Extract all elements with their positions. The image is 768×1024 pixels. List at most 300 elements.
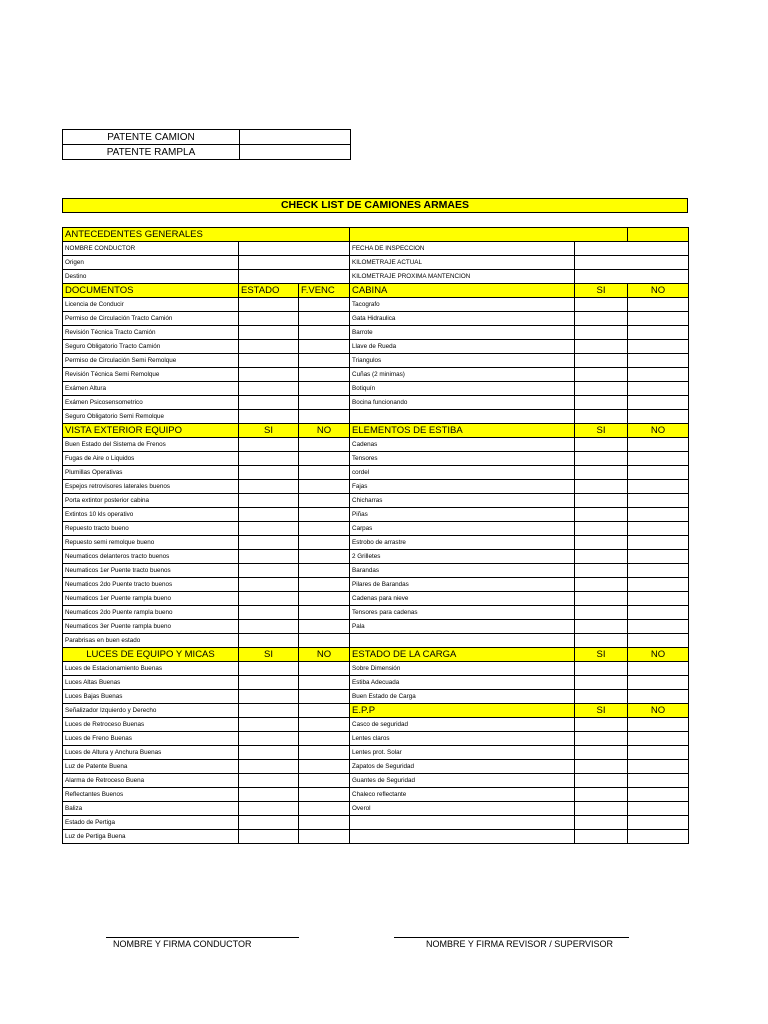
luces-row bbox=[63, 760, 689, 774]
cabina-item-label: Triangulos bbox=[350, 354, 575, 368]
epp-item-no[interactable] bbox=[628, 802, 689, 816]
epp-item-no[interactable] bbox=[628, 774, 689, 788]
estiba-item-si[interactable] bbox=[575, 466, 628, 480]
documento-label: Seguro Obligatorio Semi Remolque bbox=[63, 410, 239, 424]
epp-item-label: Lentes prot. Solar bbox=[350, 746, 575, 760]
exterior-item-label: Repuesto semi remolque bueno bbox=[63, 536, 239, 550]
exterior-item-label: Extintos 10 kls operativo bbox=[63, 508, 239, 522]
revisor-signature-label: NOMBRE Y FIRMA REVISOR / SUPERVISOR bbox=[426, 939, 614, 949]
estiba-item-no[interactable] bbox=[628, 578, 689, 592]
luces-item-si[interactable] bbox=[239, 732, 299, 746]
documento-label: Revisión Técnica Semi Remolque bbox=[63, 368, 239, 382]
estiba-item-si[interactable] bbox=[575, 564, 628, 578]
estiba-item-si[interactable] bbox=[575, 480, 628, 494]
exterior-item-no[interactable] bbox=[299, 452, 350, 466]
cabina-item-si[interactable] bbox=[575, 340, 628, 354]
luces-row bbox=[63, 816, 689, 830]
luces-no-header: NO bbox=[299, 648, 350, 662]
cabina-item-no[interactable] bbox=[628, 382, 689, 396]
exterior-row bbox=[63, 522, 689, 536]
cabina-item-no[interactable] bbox=[628, 340, 689, 354]
documento-label: Exámen Psicosensometrico bbox=[63, 396, 239, 410]
epp-item-si[interactable] bbox=[575, 802, 628, 816]
epp-item-no[interactable] bbox=[628, 718, 689, 732]
cabina-blank bbox=[575, 410, 628, 424]
documento-fvenc[interactable] bbox=[299, 368, 350, 382]
antecedentes-left-value[interactable] bbox=[239, 256, 350, 270]
documentos-row bbox=[63, 410, 689, 424]
estiba-item-no[interactable] bbox=[628, 494, 689, 508]
luces-item-si[interactable] bbox=[239, 788, 299, 802]
estiba-blank bbox=[628, 634, 689, 648]
carga-item-label: Estiba Adecuada bbox=[350, 676, 575, 690]
estiba-item-no[interactable] bbox=[628, 592, 689, 606]
epp-item-si[interactable] bbox=[575, 732, 628, 746]
exterior-row bbox=[63, 606, 689, 620]
antecedentes-right-value[interactable] bbox=[575, 242, 689, 256]
carga-header: ESTADO DE LA CARGA bbox=[350, 648, 575, 662]
estiba-blank bbox=[575, 634, 628, 648]
estiba-item-no[interactable] bbox=[628, 438, 689, 452]
documento-fvenc[interactable] bbox=[299, 410, 350, 424]
estiba-no-header: NO bbox=[628, 424, 689, 438]
documento-estado[interactable] bbox=[239, 410, 299, 424]
epp-item-no[interactable] bbox=[628, 746, 689, 760]
luces-item-label: Luces de Freno Buenas bbox=[63, 732, 239, 746]
exterior-item-si[interactable] bbox=[239, 452, 299, 466]
epp-item-no[interactable] bbox=[628, 760, 689, 774]
cabina-item-label: Botiquín bbox=[350, 382, 575, 396]
luces-item-label: Luces de Estacionamiento Buenas bbox=[63, 662, 239, 676]
luces-row bbox=[63, 802, 689, 816]
luces-item-label: Luz de Pertiga Buena bbox=[63, 830, 239, 844]
luces-item-si[interactable] bbox=[239, 774, 299, 788]
luces-row bbox=[63, 704, 689, 718]
estiba-item-si[interactable] bbox=[575, 508, 628, 522]
luces-item-label: Reflectantes Buenos bbox=[63, 788, 239, 802]
estiba-item-label: Carpas bbox=[350, 522, 575, 536]
estiba-item-no[interactable] bbox=[628, 508, 689, 522]
luces-row bbox=[63, 830, 689, 844]
epp-item-si[interactable] bbox=[575, 760, 628, 774]
exterior-row bbox=[63, 536, 689, 550]
epp-blank bbox=[575, 816, 628, 830]
documento-fvenc[interactable] bbox=[299, 312, 350, 326]
estiba-item-si[interactable] bbox=[575, 494, 628, 508]
epp-header: E.P.P bbox=[350, 704, 575, 718]
cabina-header: CABINA bbox=[350, 284, 575, 298]
antecedentes-left-value[interactable] bbox=[239, 270, 350, 284]
documento-label: Seguro Obligatorio Tracto Camión bbox=[63, 340, 239, 354]
luces-item-si[interactable] bbox=[239, 802, 299, 816]
antecedentes-left-label: NOMBRE CONDUCTOR bbox=[63, 242, 239, 256]
documento-label: Permiso de Circulación Semi Remolque bbox=[63, 354, 239, 368]
exterior-item-si[interactable] bbox=[239, 564, 299, 578]
cabina-item-no[interactable] bbox=[628, 298, 689, 312]
cabina-item-si[interactable] bbox=[575, 396, 628, 410]
cabina-item-no[interactable] bbox=[628, 396, 689, 410]
patente-camion-label: PATENTE CAMION bbox=[63, 130, 240, 145]
cabina-item-si[interactable] bbox=[575, 312, 628, 326]
patente-camion-row bbox=[63, 130, 351, 145]
exterior-item-si[interactable] bbox=[239, 494, 299, 508]
exterior-row bbox=[63, 438, 689, 452]
documentos-row bbox=[63, 368, 689, 382]
documento-fvenc[interactable] bbox=[299, 382, 350, 396]
estiba-item-no[interactable] bbox=[628, 522, 689, 536]
luces-item-label: Baliza bbox=[63, 802, 239, 816]
luces-item-no[interactable] bbox=[299, 662, 350, 676]
cabina-item-label: Cuñas (2 minimas) bbox=[350, 368, 575, 382]
exterior-item-label: Parabrisas en buen estado bbox=[63, 634, 239, 648]
cabina-item-label: Gata Hidraulica bbox=[350, 312, 575, 326]
estiba-item-label: Pilares de Barandas bbox=[350, 578, 575, 592]
exterior-no-header: NO bbox=[299, 424, 350, 438]
estiba-item-no[interactable] bbox=[628, 564, 689, 578]
exterior-item-si[interactable] bbox=[239, 550, 299, 564]
estiba-item-label: Chicharras bbox=[350, 494, 575, 508]
luces-item-si[interactable] bbox=[239, 760, 299, 774]
estiba-item-label: Tensores bbox=[350, 452, 575, 466]
epp-blank bbox=[628, 830, 689, 844]
cabina-item-no[interactable] bbox=[628, 354, 689, 368]
luces-row bbox=[63, 662, 689, 676]
exterior-item-no[interactable] bbox=[299, 550, 350, 564]
exterior-item-no[interactable] bbox=[299, 606, 350, 620]
conductor-signature-line bbox=[106, 937, 299, 938]
cabina-item-no[interactable] bbox=[628, 326, 689, 340]
estiba-item-label: 2 Grilletes bbox=[350, 550, 575, 564]
antecedentes-header-blank-2 bbox=[628, 228, 689, 242]
carga-no-header: NO bbox=[628, 648, 689, 662]
documentos-row bbox=[63, 298, 689, 312]
estiba-item-si[interactable] bbox=[575, 536, 628, 550]
luces-item-si[interactable] bbox=[239, 676, 299, 690]
luces-item-label: Luces de Altura y Anchura Buenas bbox=[63, 746, 239, 760]
carga-item-label: Buen Estado de Carga bbox=[350, 690, 575, 704]
luces-item-no[interactable] bbox=[299, 718, 350, 732]
epp-blank bbox=[350, 830, 575, 844]
exterior-item-si[interactable] bbox=[239, 592, 299, 606]
luces-row bbox=[63, 690, 689, 704]
luces-row bbox=[63, 676, 689, 690]
antecedentes-row bbox=[63, 242, 689, 256]
documento-estado[interactable] bbox=[239, 354, 299, 368]
estiba-item-label: Cadenas bbox=[350, 438, 575, 452]
documentos-row bbox=[63, 312, 689, 326]
patente-camion-value[interactable] bbox=[240, 130, 351, 145]
estiba-item-label: Tensores para cadenas bbox=[350, 606, 575, 620]
estiba-header: ELEMENTOS DE ESTIBA bbox=[350, 424, 575, 438]
luces-item-no[interactable] bbox=[299, 704, 350, 718]
epp-item-label: Zapatos de Seguridad bbox=[350, 760, 575, 774]
cabina-item-si[interactable] bbox=[575, 326, 628, 340]
exterior-row bbox=[63, 508, 689, 522]
exterior-item-si[interactable] bbox=[239, 508, 299, 522]
epp-item-si[interactable] bbox=[575, 718, 628, 732]
cabina-item-no[interactable] bbox=[628, 368, 689, 382]
cabina-item-si[interactable] bbox=[575, 354, 628, 368]
documento-estado[interactable] bbox=[239, 298, 299, 312]
luces-row bbox=[63, 788, 689, 802]
documento-estado[interactable] bbox=[239, 312, 299, 326]
estiba-item-si[interactable] bbox=[575, 592, 628, 606]
documento-estado[interactable] bbox=[239, 326, 299, 340]
exterior-si-header: SI bbox=[239, 424, 299, 438]
luces-item-no[interactable] bbox=[299, 788, 350, 802]
exterior-item-si[interactable] bbox=[239, 578, 299, 592]
cabina-item-label: Llave de Rueda bbox=[350, 340, 575, 354]
epp-item-label: Casco de seguridad bbox=[350, 718, 575, 732]
exterior-item-label: Porta extintor posterior cabina bbox=[63, 494, 239, 508]
epp-item-si[interactable] bbox=[575, 746, 628, 760]
epp-blank bbox=[350, 816, 575, 830]
luces-si-header: SI bbox=[239, 648, 299, 662]
epp-si-header: SI bbox=[575, 704, 628, 718]
documentos-header: DOCUMENTOS bbox=[63, 284, 239, 298]
luces-item-si[interactable] bbox=[239, 662, 299, 676]
epp-item-label: Lentes claros bbox=[350, 732, 575, 746]
exterior-row bbox=[63, 620, 689, 634]
estiba-item-si[interactable] bbox=[575, 606, 628, 620]
documentos-row bbox=[63, 382, 689, 396]
exterior-item-no[interactable] bbox=[299, 564, 350, 578]
exterior-item-si[interactable] bbox=[239, 522, 299, 536]
cabina-blank bbox=[350, 410, 575, 424]
estiba-item-si[interactable] bbox=[575, 452, 628, 466]
estiba-item-si[interactable] bbox=[575, 620, 628, 634]
documentos-row bbox=[63, 354, 689, 368]
exterior-item-label: Neumaticos delanteros tracto buenos bbox=[63, 550, 239, 564]
luces-item-si[interactable] bbox=[239, 718, 299, 732]
documento-label: Exámen Altura bbox=[63, 382, 239, 396]
luces-header-row bbox=[63, 648, 689, 662]
epp-blank bbox=[575, 830, 628, 844]
luces-item-no[interactable] bbox=[299, 760, 350, 774]
antecedentes-row bbox=[63, 270, 689, 284]
luces-item-label: Luces Bajas Buenas bbox=[63, 690, 239, 704]
estiba-item-si[interactable] bbox=[575, 550, 628, 564]
estiba-item-label: Estrobo de arrastre bbox=[350, 536, 575, 550]
luces-item-no[interactable] bbox=[299, 830, 350, 844]
carga-item-si[interactable] bbox=[575, 690, 628, 704]
antecedentes-right-value[interactable] bbox=[575, 270, 689, 284]
estiba-item-no[interactable] bbox=[628, 466, 689, 480]
exterior-item-label: Neumaticos 3er Puente rampla bueno bbox=[63, 620, 239, 634]
documentos-row bbox=[63, 340, 689, 354]
exterior-row bbox=[63, 452, 689, 466]
documentos-row bbox=[63, 396, 689, 410]
antecedentes-right-value[interactable] bbox=[575, 256, 689, 270]
estiba-item-si[interactable] bbox=[575, 578, 628, 592]
epp-item-label: Chaleco reflectante bbox=[350, 788, 575, 802]
conductor-signature-label: NOMBRE Y FIRMA CONDUCTOR bbox=[113, 939, 252, 949]
documento-fvenc[interactable] bbox=[299, 326, 350, 340]
estiba-item-no[interactable] bbox=[628, 550, 689, 564]
exterior-item-si[interactable] bbox=[239, 606, 299, 620]
cabina-item-si[interactable] bbox=[575, 368, 628, 382]
documento-fvenc[interactable] bbox=[299, 298, 350, 312]
carga-item-no[interactable] bbox=[628, 662, 689, 676]
exterior-item-no[interactable] bbox=[299, 592, 350, 606]
estiba-item-si[interactable] bbox=[575, 522, 628, 536]
luces-item-no[interactable] bbox=[299, 690, 350, 704]
luces-item-label: Estado de Pertiga bbox=[63, 816, 239, 830]
luces-item-no[interactable] bbox=[299, 802, 350, 816]
documento-estado[interactable] bbox=[239, 396, 299, 410]
antecedentes-row bbox=[63, 256, 689, 270]
exterior-row bbox=[63, 592, 689, 606]
luces-item-label: Luz de Patente Buena bbox=[63, 760, 239, 774]
luces-item-si[interactable] bbox=[239, 690, 299, 704]
luces-item-no[interactable] bbox=[299, 816, 350, 830]
exterior-item-si[interactable] bbox=[239, 438, 299, 452]
patente-rampla-value[interactable] bbox=[240, 145, 351, 160]
cabina-si-header: SI bbox=[575, 284, 628, 298]
documento-fvenc[interactable] bbox=[299, 354, 350, 368]
cabina-item-si[interactable] bbox=[575, 382, 628, 396]
estiba-item-no[interactable] bbox=[628, 480, 689, 494]
estiba-blank bbox=[350, 634, 575, 648]
estiba-item-label: Cadenas para nieve bbox=[350, 592, 575, 606]
estiba-si-header: SI bbox=[575, 424, 628, 438]
exterior-item-label: Neumaticos 2do Puente tracto buenos bbox=[63, 578, 239, 592]
cabina-item-label: Tacografo bbox=[350, 298, 575, 312]
exterior-item-si[interactable] bbox=[239, 620, 299, 634]
exterior-item-no[interactable] bbox=[299, 522, 350, 536]
antecedentes-right-label: KILOMETRAJE PROXIMA MANTENCION bbox=[350, 270, 575, 284]
carga-item-si[interactable] bbox=[575, 662, 628, 676]
exterior-item-no[interactable] bbox=[299, 578, 350, 592]
documentos-estado-header: ESTADO bbox=[239, 284, 299, 298]
cabina-item-label: Bocina funcionando bbox=[350, 396, 575, 410]
exterior-item-label: Repuesto tracto bueno bbox=[63, 522, 239, 536]
checklist-title: CHECK LIST DE CAMIONES ARMAES bbox=[62, 198, 688, 213]
cabina-no-header: NO bbox=[628, 284, 689, 298]
exterior-item-label: Neumaticos 1er Puente tracto buenos bbox=[63, 564, 239, 578]
carga-item-no[interactable] bbox=[628, 690, 689, 704]
exterior-item-no[interactable] bbox=[299, 466, 350, 480]
patente-rampla-label: PATENTE RAMPLA bbox=[63, 145, 240, 160]
exterior-item-si[interactable] bbox=[239, 466, 299, 480]
exterior-item-label: Plumillas Operativas bbox=[63, 466, 239, 480]
documento-label: Licencia de Conducir bbox=[63, 298, 239, 312]
documento-fvenc[interactable] bbox=[299, 340, 350, 354]
revisor-signature-line bbox=[394, 937, 629, 938]
exterior-row bbox=[63, 634, 689, 648]
exterior-item-label: Fugas de Aire o Liquidos bbox=[63, 452, 239, 466]
checklist-table bbox=[62, 227, 689, 844]
estiba-item-label: cordel bbox=[350, 466, 575, 480]
epp-item-no[interactable] bbox=[628, 732, 689, 746]
estiba-item-no[interactable] bbox=[628, 620, 689, 634]
exterior-item-no[interactable] bbox=[299, 508, 350, 522]
epp-item-label: Guantes de Seguridad bbox=[350, 774, 575, 788]
cabina-blank bbox=[628, 410, 689, 424]
exterior-item-no[interactable] bbox=[299, 438, 350, 452]
exterior-header-row bbox=[63, 424, 689, 438]
cabina-item-label: Barrote bbox=[350, 326, 575, 340]
antecedentes-right-label: KILOMETRAJE ACTUAL bbox=[350, 256, 575, 270]
epp-item-si[interactable] bbox=[575, 788, 628, 802]
carga-item-si[interactable] bbox=[575, 676, 628, 690]
luces-item-no[interactable] bbox=[299, 676, 350, 690]
exterior-item-label: Neumaticos 1er Puente rampla bueno bbox=[63, 592, 239, 606]
cabina-item-si[interactable] bbox=[575, 298, 628, 312]
exterior-item-no[interactable] bbox=[299, 480, 350, 494]
luces-row bbox=[63, 718, 689, 732]
patente-rampla-row bbox=[63, 145, 351, 160]
luces-item-si[interactable] bbox=[239, 704, 299, 718]
exterior-item-si[interactable] bbox=[239, 536, 299, 550]
luces-item-si[interactable] bbox=[239, 816, 299, 830]
luces-row bbox=[63, 732, 689, 746]
documento-label: Permiso de Circulación Tracto Camión bbox=[63, 312, 239, 326]
documentos-row bbox=[63, 326, 689, 340]
luces-row bbox=[63, 746, 689, 760]
exterior-row bbox=[63, 466, 689, 480]
luces-item-no[interactable] bbox=[299, 732, 350, 746]
estiba-item-no[interactable] bbox=[628, 452, 689, 466]
luces-item-no[interactable] bbox=[299, 746, 350, 760]
estiba-item-no[interactable] bbox=[628, 606, 689, 620]
exterior-row bbox=[63, 494, 689, 508]
estiba-item-label: Fajas bbox=[350, 480, 575, 494]
epp-item-si[interactable] bbox=[575, 774, 628, 788]
epp-blank bbox=[628, 816, 689, 830]
carga-si-header: SI bbox=[575, 648, 628, 662]
exterior-item-no[interactable] bbox=[299, 494, 350, 508]
luces-item-label: Luces de Retroceso Buenas bbox=[63, 718, 239, 732]
exterior-item-no[interactable] bbox=[299, 634, 350, 648]
documentos-fvenc-header: F.VENC bbox=[299, 284, 350, 298]
luces-item-si[interactable] bbox=[239, 746, 299, 760]
documento-estado[interactable] bbox=[239, 368, 299, 382]
epp-no-header: NO bbox=[628, 704, 689, 718]
antecedentes-left-value[interactable] bbox=[239, 242, 350, 256]
luces-item-si[interactable] bbox=[239, 830, 299, 844]
luces-header: LUCES DE EQUIPO Y MICAS bbox=[63, 648, 239, 662]
luces-item-no[interactable] bbox=[299, 774, 350, 788]
exterior-item-si[interactable] bbox=[239, 634, 299, 648]
antecedentes-header-blank bbox=[350, 228, 628, 242]
epp-item-no[interactable] bbox=[628, 788, 689, 802]
estiba-item-si[interactable] bbox=[575, 438, 628, 452]
exterior-item-no[interactable] bbox=[299, 536, 350, 550]
cabina-item-no[interactable] bbox=[628, 312, 689, 326]
patente-table bbox=[62, 129, 351, 160]
estiba-item-label: Barandas bbox=[350, 564, 575, 578]
estiba-item-label: Piñas bbox=[350, 508, 575, 522]
antecedentes-left-label: Destino bbox=[63, 270, 239, 284]
documento-fvenc[interactable] bbox=[299, 396, 350, 410]
exterior-row bbox=[63, 480, 689, 494]
exterior-header: VISTA EXTERIOR EQUIPO bbox=[63, 424, 239, 438]
antecedentes-header: ANTECEDENTES GENERALES bbox=[63, 228, 350, 242]
estiba-item-label: Pala bbox=[350, 620, 575, 634]
exterior-row bbox=[63, 578, 689, 592]
carga-item-no[interactable] bbox=[628, 676, 689, 690]
exterior-row bbox=[63, 564, 689, 578]
antecedentes-right-label: FECHA DE INSPECCION bbox=[350, 242, 575, 256]
exterior-item-si[interactable] bbox=[239, 480, 299, 494]
exterior-row bbox=[63, 550, 689, 564]
estiba-item-no[interactable] bbox=[628, 536, 689, 550]
documentos-header-row bbox=[63, 284, 689, 298]
documento-estado[interactable] bbox=[239, 340, 299, 354]
exterior-item-no[interactable] bbox=[299, 620, 350, 634]
documento-estado[interactable] bbox=[239, 382, 299, 396]
